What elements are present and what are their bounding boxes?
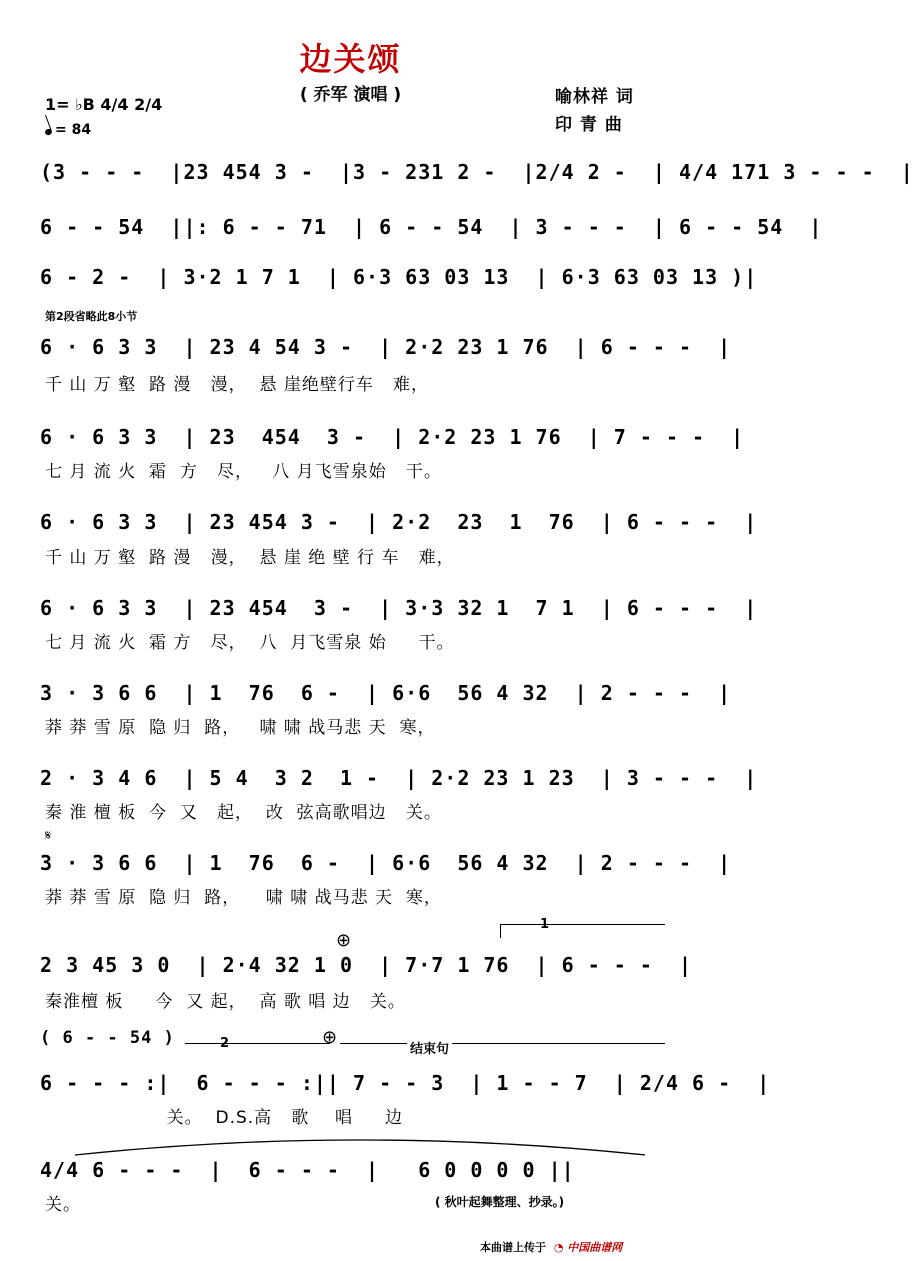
- coda-icon-2: ⊕: [322, 1027, 338, 1048]
- intro-row-1: (3 - - - |23 454 3 - |3 - 231 2 - |2/4 2 - | 4/4 171 3 - - - |: [40, 160, 914, 184]
- chorus-row-1-notes: 3 · 3 6 6 | 1 76 6 - | 6·6 56 4 32 | 2 - - - |: [40, 681, 732, 705]
- copyist-note: ( 秋叶起舞整理、抄录。): [435, 1195, 565, 1209]
- volta-1-label: 1: [540, 917, 550, 932]
- site-footer: [480, 1239, 622, 1255]
- chorus-row-1-lyrics: 莽 莽 雪 原 隐 归 路， 啸 啸 战马悲 天 寒，: [45, 718, 436, 738]
- verse-row-4-notes: 6 · 6 3 3 | 23 454 3 - | 3·3 32 1 7 1 | 6 - - - |: [40, 596, 758, 620]
- chorus-row-3-notes: 3 · 3 6 6 | 1 76 6 - | 6·6 56 4 32 | 2 - - - |: [40, 851, 732, 875]
- page-title: 边关颂: [299, 40, 402, 78]
- lyricist: 喻林祥 词: [555, 87, 634, 107]
- final-row-lyrics: 关。: [45, 1195, 81, 1215]
- chorus-row-2-lyrics: 秦 淮 檀 板 今 又 起， 改 弦高歌唱边 关。: [45, 803, 442, 823]
- performer: ( 乔军 演唱 ): [299, 85, 402, 105]
- tempo-mark: [45, 122, 91, 138]
- verse-row-4-lyrics: 七 月 流 火 霜 方 尽， 八 月飞雪泉 始 干。: [45, 633, 455, 653]
- verse-row-1-lyrics: 千 山 万 壑 路 漫 漫， 悬 崖绝壁行车 难，: [45, 375, 430, 395]
- volta-2-bracket: [185, 1043, 330, 1044]
- footer-brand[interactable]: 中国曲谱网: [567, 1241, 623, 1254]
- verse-row-2-lyrics: 七 月 流 火 霜 方 尽， 八 月飞雪泉始 干。: [45, 462, 442, 482]
- chorus-row-2-notes: 2 · 3 4 6 | 5 4 3 2 1 - | 2·2 23 1 23 | 3 - - - |: [40, 766, 758, 790]
- footer-text: 本曲谱上传于: [480, 1241, 546, 1254]
- composer: 印 青 曲: [555, 115, 623, 135]
- verse-row-3-notes: 6 · 6 3 3 | 23 454 3 - | 2·2 23 1 76 | 6 - - - |: [40, 510, 758, 534]
- final-row-notes: 4/4 6 - - - | 6 - - - | 6 0 0 0 0 ||: [40, 1158, 575, 1182]
- ending-row-lyrics: 关。 D.S.高 歌 唱 边: [45, 1108, 404, 1128]
- volta-1-edge: [500, 924, 501, 938]
- final-tie: [70, 1130, 650, 1160]
- ending-row-notes: 6 - - - :| 6 - - - :|| 7 - - 3 | 1 - - 7 | 2/4 6 - |: [40, 1071, 771, 1095]
- key-signature: 1= ♭B 4/4 2/4: [45, 95, 163, 114]
- verse-row-2-notes: 6 · 6 3 3 | 23 454 3 - | 2·2 23 1 76 | 7 - - - |: [40, 425, 745, 449]
- segno-icon: 𝄋: [45, 828, 52, 844]
- verse-row-1-notes: 6 · 6 3 3 | 23 4 54 3 - | 2·2 23 1 76 | 6 - - - |: [40, 335, 732, 359]
- verse-row-3-lyrics: 千 山 万 壑 路 漫 漫， 悬 崖 绝 壁 行 车 难，: [45, 548, 455, 568]
- coda-icon: ⊕: [336, 930, 352, 951]
- ending-bracket: [340, 1043, 665, 1044]
- repeat-pickup: ( 6 - - 54 ): [40, 1028, 175, 1048]
- chorus-row-4-notes: 2 3 45 3 0 | 2·4 32 1 0 | 7·7 1 76 | 6 - - - |: [40, 953, 693, 977]
- volta-2-label: 2: [220, 1036, 230, 1051]
- intro-row-2: 6 - - 54 ||: 6 - - 71 | 6 - - 54 | 3 - - - | 6 - - 54 |: [40, 215, 823, 239]
- tempo-value: = 84: [55, 122, 92, 138]
- chorus-row-3-lyrics: 莽 莽 雪 原 隐 归 路， 啸 啸 战马悲 天 寒，: [45, 888, 442, 908]
- brand-logo-icon: ◔: [553, 1241, 564, 1254]
- intro-row-3: 6 - 2 - | 3·2 1 7 1 | 6·3 63 03 13 | 6·3 63 03 13 )|: [40, 265, 758, 289]
- volta-1-bracket: [500, 924, 665, 925]
- section-note: 第2段省略此8小节: [45, 310, 138, 323]
- chorus-row-4-lyrics: 秦淮檀 板 今 又 起， 高 歌 唱 边 关。: [45, 992, 406, 1012]
- ending-label: 结束句: [407, 1038, 452, 1057]
- quarter-note-icon: [44, 128, 53, 136]
